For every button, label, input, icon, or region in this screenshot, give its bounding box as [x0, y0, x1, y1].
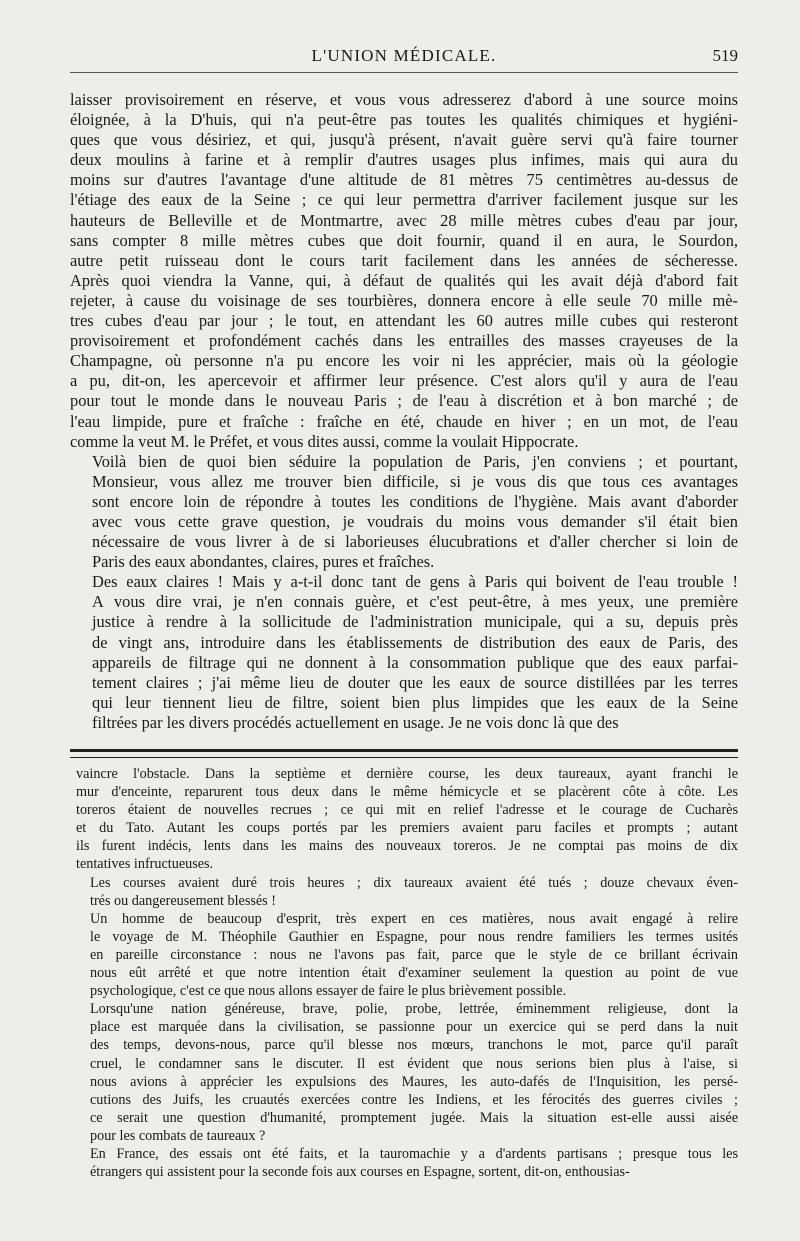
main-text-line: laisser provisoirement en réserve, et vous vous adresserez d'abord à une source moins	[70, 90, 738, 109]
main-text-line: ques que vous désiriez, et qui, jusqu'à présent, n'avait guère servi qu'à faire tourner	[70, 130, 738, 150]
feuilleton-line: en pareille circonstance : nous ne l'avons pas fait, parce que le style de ce brillant écrivain	[90, 946, 738, 963]
feuilleton-line: En France, des essais ont été faits, et la tauromachie y a d'ardents partisans ; presque tous les	[90, 1145, 738, 1162]
main-text-line: filtrées par les divers procédés actuellement en usage. Je ne vois donc là que des	[92, 712, 619, 732]
feuilleton-line: nous eût arrêté et que notre intention était d'examiner seulement la question au point de vue	[90, 965, 738, 982]
page-number: 519	[712, 46, 738, 65]
main-text-line: qui leur tiennent lieu de filtre, soient bien plus limpides que les eaux de la Seine	[92, 692, 738, 712]
main-text-line: moins sur d'autres l'avantage d'une altitude de 81 mètres 75 centimètres au-dessus de	[70, 170, 738, 190]
page-header	[70, 42, 738, 70]
main-text-line: a pu, dit-on, les apercevoir et affirmer leur présence. C'est alors qu'il y aura de l'eau	[70, 371, 738, 391]
main-text-line: pour tout le monde dans le nouveau Paris ; de l'eau à discrétion et à bon marché ; de	[70, 391, 738, 411]
main-text-paragraph	[70, 90, 738, 452]
main-text-line: sans compter 8 mille mètres cubes que doit fournir, quand il en aura, le Sourdon,	[70, 230, 738, 250]
feuilleton-paragraph	[76, 1000, 738, 1145]
main-text-line: appareils de filtrage qui ne donnent à la consommation publique que des eaux parfai-	[92, 652, 738, 672]
main-text-line: l'eau limpide, pure et fraîche : fraîche en été, chaude en hiver ; en un mot, de l'eau	[70, 411, 738, 431]
main-text-line: l'étiage des eaux de la Seine ; ce qui leur permettra d'arriver facilement jusque sur les	[70, 190, 738, 210]
main-text-line: rejeter, à cause du voisinage de ses tourbières, donnera encore à elle seule 70 mille mè-	[70, 290, 738, 310]
main-text-line: A vous dire vrai, je n'en connais guère, et c'est peut-être, à mes yeux, une première	[92, 592, 738, 612]
feuilleton-line: Un homme de beaucoup d'esprit, très expert en ces matières, nous avait engagé à relire	[90, 910, 738, 927]
main-text-paragraph	[70, 572, 738, 733]
feuilleton-line: toreros étaient de nouvelles recrues ; ce qui mit en relief l'adresse et le courage de Cucharès	[76, 802, 738, 819]
main-text-line: Des eaux claires ! Mais y a-t-il donc tant de gens à Paris qui boivent de l'eau trouble !	[92, 572, 738, 592]
feuilleton-line: ce serait une question d'humanité, promptement jugée. Mais la situation est-elle aussi aisée	[90, 1109, 738, 1126]
feuilleton-text	[76, 765, 738, 1181]
main-text-line: comme la veut M. le Préfet, et vous dites aussi, comme la voulait Hippocrate.	[70, 431, 579, 451]
feuilleton-line: tentatives infructueuses.	[76, 856, 214, 873]
feuilleton-line: cutions des Juifs, les cruautés exercées contre les Indiens, et les férocités des guerres civiles ;	[90, 1091, 738, 1108]
main-text-paragraph	[70, 452, 738, 573]
feuilleton-line: et du Tato. Autant les coups portés par les premiers avaient paru faciles et prompts ; autant	[76, 820, 738, 837]
feuilleton-line: trés ou dangereusement blessés !	[90, 892, 276, 909]
feuilleton-line: place est marquée dans la civilisation, se passionne pour un exercice qui se perd dans la nuit	[90, 1019, 738, 1036]
main-text-line: Après quoi viendra la Vanne, qui, à défaut de qualités qui les avait déjà d'abord fait	[70, 270, 738, 290]
header-rule	[70, 72, 738, 73]
feuilleton-line: nous avions à apprécier les expulsions des Maures, les auto-dafés de l'Inquisition, les persé-	[90, 1073, 738, 1090]
feuilleton-line: Les courses avaient duré trois heures ; dix taureaux avaient été tués ; douze chevaux éven-	[90, 874, 738, 891]
feuilleton-line: étrangers qui assistent pour la seconde fois aux courses en Espagne, sortent, dit-on, enthousias-	[90, 1164, 630, 1181]
running-title: L'UNION MÉDICALE.	[311, 46, 497, 65]
main-text-line: éloignée, à la D'huis, qui n'a peut-être pas toutes les qualités chimiques et hygiéni-	[70, 110, 738, 130]
feuilleton-paragraph	[76, 874, 738, 910]
feuilleton-line: ils furent indécis, lents dans les mains des nouveaux toreros. Je ne comptai pas moins de dix	[76, 838, 738, 855]
feuilleton-separator-rule	[70, 749, 738, 758]
main-article-text	[70, 90, 738, 733]
feuilleton-line: mur d'enceinte, reparurent tous deux dans le même hémicycle et se placèrent côte à côte. Les	[76, 784, 738, 801]
feuilleton-line: cruel, le condamner sans le discuter. Il est évident que nous serions bien plus à l'aise, si	[90, 1055, 738, 1072]
main-text-line: avec vous cette grave question, je voudrais du moins vous demander s'il était bien	[92, 511, 738, 531]
main-text-line: provisoirement et profondément cachés dans les entrailles des masses crayeuses de la	[70, 331, 738, 351]
main-text-line: tement claires ; j'ai même lieu de douter que les eaux de source distillées par les terres	[92, 672, 738, 692]
main-text-line: Champagne, où personne n'a pu encore les voir ni les apprécier, mais où la géologie	[70, 351, 738, 371]
feuilleton-line: Lorsqu'une nation généreuse, brave, polie, probe, lettrée, éminemment religieuse, dont la	[90, 1001, 738, 1018]
feuilleton-paragraph	[76, 1145, 738, 1181]
main-text-line: tres cubes d'eau par jour ; le tout, en attendant les 60 autres mille cubes qui resteront	[70, 311, 738, 331]
feuilleton-paragraph	[76, 910, 738, 1000]
feuilleton-line: des temps, devons-nous, parce qu'il blesse nos mœurs, tranchons le mot, parce qu'il paraît	[90, 1037, 738, 1054]
main-text-line: deux moulins à farine et à remplir d'autres usages plus infimes, mais qui aura du	[70, 150, 738, 170]
main-text-line: hauteurs de Belleville et de Montmartre, avec 28 mille mètres cubes d'eau par jour,	[70, 210, 738, 230]
main-text-line: autre petit ruisseau dont le cours tarit facilement dans les années de sécheresse.	[70, 250, 738, 270]
feuilleton-line: vaincre l'obstacle. Dans la septième et dernière course, les deux taureaux, ayant franchi le	[76, 766, 738, 782]
feuilleton-line: pour les combats de taureaux ?	[90, 1127, 266, 1144]
main-text-line: de vingt ans, introduire dans les établissements de distribution des eaux de Paris, des	[92, 632, 738, 652]
main-text-line: Monsieur, vous allez me trouver bien difficile, si je vous dis que tous ces avantages	[92, 471, 738, 491]
main-text-line: justice à rendre à la sollicitude de l'administration municipale, qui a su, depuis près	[92, 612, 738, 632]
main-text-line: Voilà bien de quoi bien séduire la population de Paris, j'en conviens ; et pourtant,	[92, 451, 738, 471]
main-text-line: sont encore loin de répondre à toutes les conditions de l'hygiène. Mais avant d'aborder	[92, 491, 738, 511]
feuilleton-line: le voyage de M. Théophile Gauthier en Espagne, pour nous rendre familiers les termes usités	[90, 928, 738, 945]
feuilleton-line: psychologique, c'est ce que nous allons essayer de faire le plus brièvement possible.	[90, 983, 567, 1000]
main-text-line: nécessaire de vous livrer à de si laborieuses élucubrations et d'aller chercher si loin de	[92, 532, 738, 552]
main-text-line: Paris des eaux abondantes, claires, pures et fraîches.	[92, 552, 435, 572]
feuilleton-paragraph	[76, 765, 738, 874]
